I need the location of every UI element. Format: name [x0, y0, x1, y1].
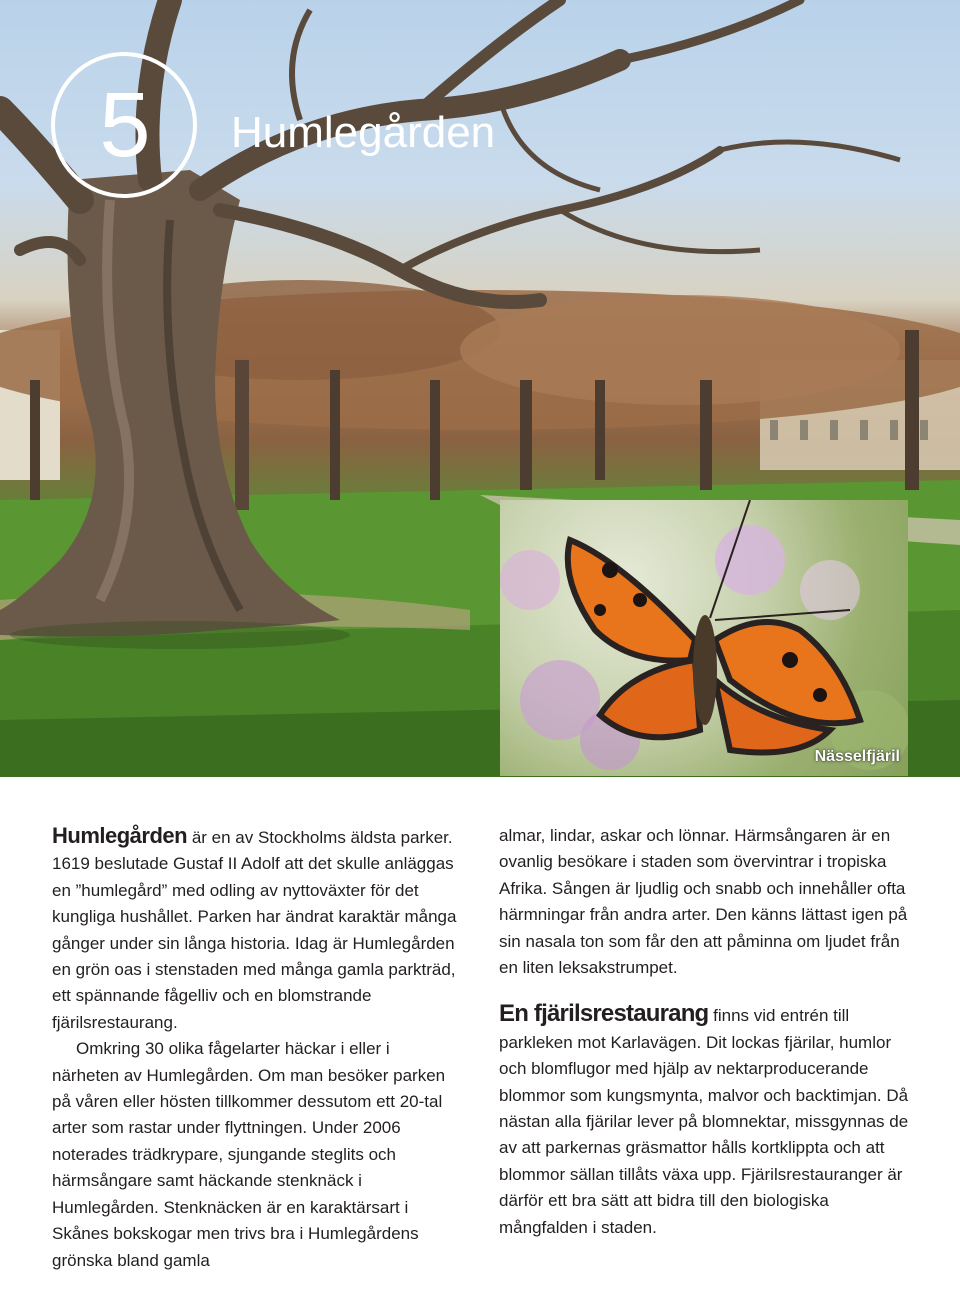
butterfly-restaurant-text: finns vid entrén till parkleken mot Karlavägen. Dit lockas fjärilar, humlor och blomflugor med hjälp av nektarproducerande blommor som kungsmynta, malvor och backtimjan. Då nästan alla fjärilar lever på blomnektar, missgynnas de av att parkernas gräsmattor hålls kortklippta och att blommor sällan tillåts växa upp. Fjärilsrestauranger är därför ett bra sätt att bidra till den biologiska mångfalden i staden. [499, 1006, 909, 1237]
text-column-left [52, 823, 460, 1274]
section-heading: En fjärilsrestaurang [499, 1000, 709, 1028]
chapter-title: Humlegården [231, 108, 496, 157]
butterfly-restaurant-paragraph [499, 1001, 911, 1241]
chapter-number: 5 [99, 74, 149, 176]
intro-paragraph [52, 823, 460, 1036]
butterfly-illustration [500, 500, 908, 776]
intro-text: är en av Stockholms äldsta parker. 1619 beslutade Gustaf II Adolf att det skulle anläggas en ”humlegård” med odling av nyttoväxter för det kungliga hushållet. Parken har ändrat karaktär många gånger under sin långa historia. Idag är Humlegården en grön oas i stenstaden med många gamla parkträd, ett spännande fågelliv och en blomstrande fjärilsrestaurang. [52, 828, 457, 1032]
butterfly-inset-photo [500, 500, 908, 776]
chapter-number-badge [51, 52, 197, 198]
text-column-right [499, 823, 911, 1241]
continued-paragraph: almar, lindar, askar och lönnar. Härmsångaren är en ovanlig besökare i staden som övervintrar i tropiska Afrika. Sången är ljudlig och snabb och innehåller ofta härmningar från andra arter. Den känns lättast igen på sin nasala ton som får den att påminna om ljudet från en liten leksakstrumpet. [499, 826, 908, 978]
inset-caption: Nässelfjäril [814, 748, 900, 765]
lead-heading: Humlegården [52, 823, 188, 848]
birds-paragraph: Omkring 30 olika fågelarter häckar i eller i närheten av Humlegården. Om man besöker parken på våren eller hösten tillkommer dessutom ett 20-tal arter som rastar under flyttningen. Under 2006 noterades trädkrypare, sjungande steglits och härmsångare samt häckande stenknäck i Humlegården. Stenknäcken är en karaktärsart i Skånes bokskogar men trivs bra i Humlegårdens grönska bland gamla [52, 1039, 446, 1270]
